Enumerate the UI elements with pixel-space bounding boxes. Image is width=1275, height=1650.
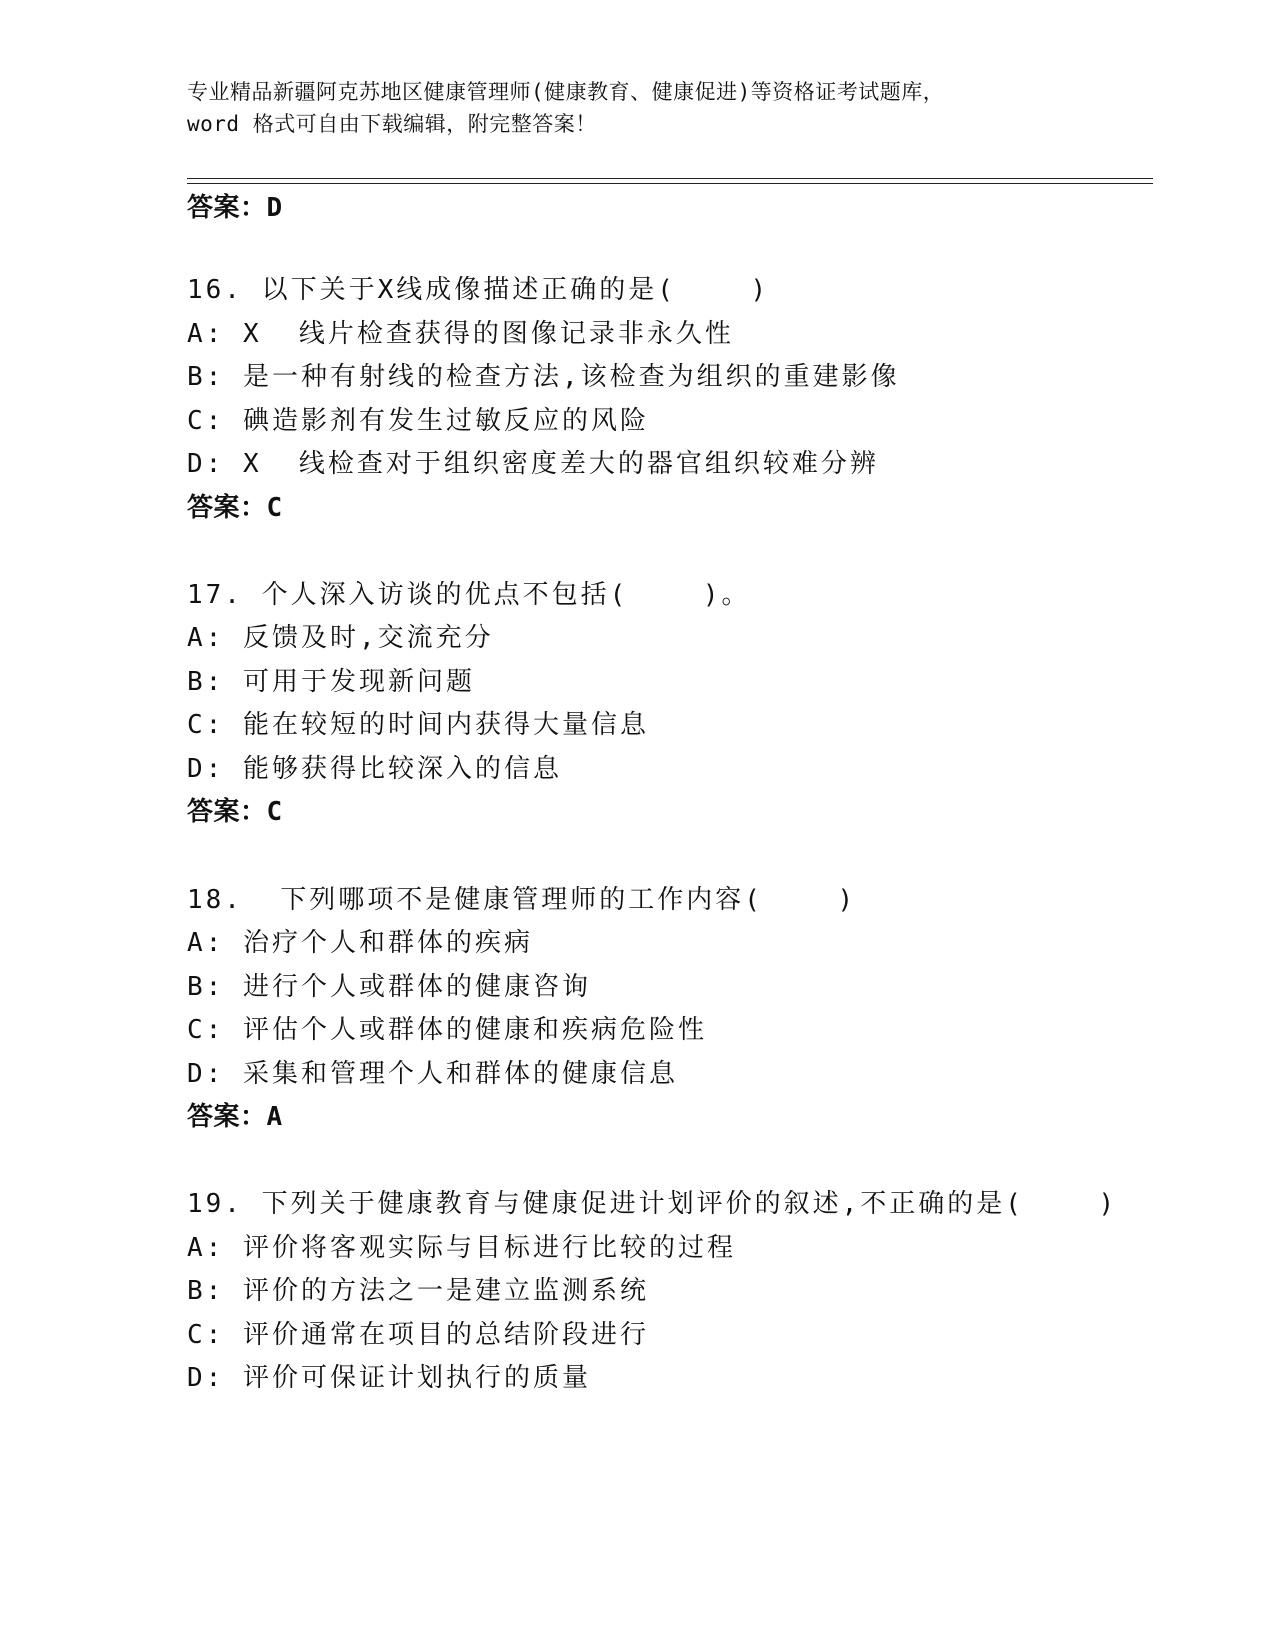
header-line-2: word 格式可自由下载编辑，附完整答案！ <box>187 112 597 136</box>
question-18-option-d: D: 采集和管理个人和群体的健康信息 <box>187 1059 678 1089</box>
question-16-stem: 16. 以下关于X线成像描述正确的是( ) <box>187 275 770 305</box>
question-17-option-a: A: 反馈及时,交流充分 <box>187 623 494 653</box>
header-line-1: 专业精品新疆阿克苏地区健康管理师(健康教育、健康促进)等资格证考试题库， <box>187 80 945 104</box>
question-16-option-a: A: X 线片检查获得的图像记录非永久性 <box>187 319 734 349</box>
question-17-option-c: C: 能在较短的时间内获得大量信息 <box>187 710 649 740</box>
answer-17: 答案：C <box>187 797 283 827</box>
header-divider-bottom <box>187 183 1153 184</box>
question-19-stem: 19. 下列关于健康教育与健康促进计划评价的叙述,不正确的是( ) <box>187 1189 1118 1219</box>
question-18-option-a: A: 治疗个人和群体的疾病 <box>187 928 533 958</box>
question-17-option-d: D: 能够获得比较深入的信息 <box>187 754 562 784</box>
question-18-stem: 18. 下列哪项不是健康管理师的工作内容( ) <box>187 885 857 915</box>
question-17-option-b: B: 可用于发现新问题 <box>187 667 475 697</box>
question-19-option-b: B: 评价的方法之一是建立监测系统 <box>187 1276 649 1306</box>
answer-15: 答案：D <box>187 193 283 223</box>
question-16-option-b: B: 是一种有射线的检查方法,该检查为组织的重建影像 <box>187 362 900 392</box>
question-16-option-d: D: X 线检查对于组织密度差大的器官组织较难分辨 <box>187 449 879 479</box>
document-header <box>187 76 1047 140</box>
question-19-option-c: C: 评价通常在项目的总结阶段进行 <box>187 1320 649 1350</box>
question-19-option-d: D: 评价可保证计划执行的质量 <box>187 1363 591 1393</box>
question-19-option-a: A: 评价将客观实际与目标进行比较的过程 <box>187 1233 736 1263</box>
question-16-option-c: C: 碘造影剂有发生过敏反应的风险 <box>187 406 649 436</box>
header-divider-top <box>187 178 1153 179</box>
question-18-option-b: B: 进行个人或群体的健康咨询 <box>187 972 591 1002</box>
question-17-stem: 17. 个人深入访谈的优点不包括( )。 <box>187 580 751 610</box>
question-18-option-c: C: 评估个人或群体的健康和疾病危险性 <box>187 1015 707 1045</box>
answer-16: 答案：C <box>187 493 283 523</box>
answer-18: 答案：A <box>187 1102 283 1132</box>
